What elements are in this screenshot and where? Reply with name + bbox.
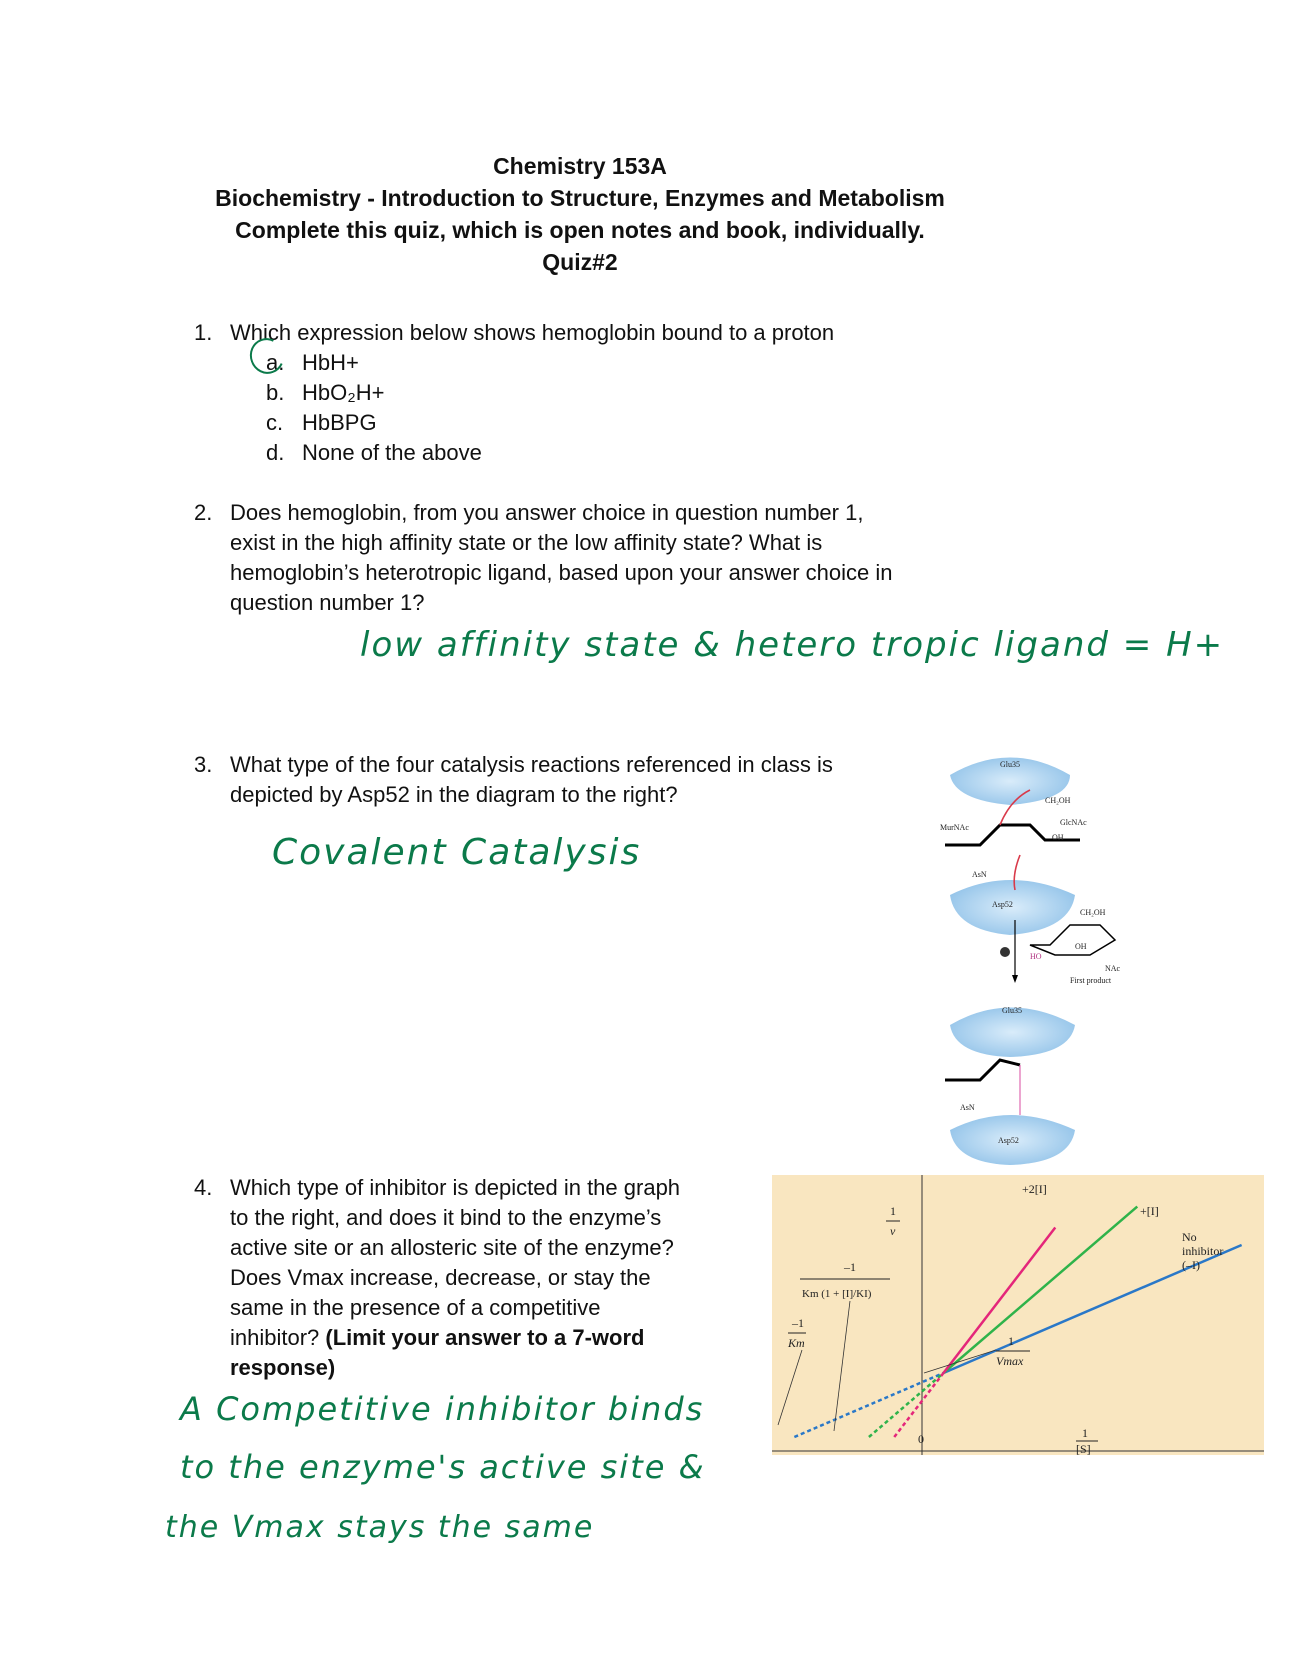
label-one-over-s-num: 1 <box>1082 1426 1088 1440</box>
question-line: exist in the high affinity state or the low affinity state? What is <box>230 530 823 555</box>
plot-background <box>772 1175 1264 1455</box>
question-4 <box>194 1173 754 1413</box>
first-product-ring <box>1030 925 1115 955</box>
question-line: What type of the four catalysis reactions referenced in class is <box>230 752 833 777</box>
label-glu-bottom: Glu35 <box>1002 1006 1022 1015</box>
label-ch2oh: CH₂OH <box>1045 796 1071 805</box>
question-line: Which type of inhibitor is depicted in the graph <box>230 1175 681 1200</box>
handwritten-answer-4-line-2: to the enzyme's active site & <box>180 1448 706 1486</box>
label-ch2oh-2: CH₂OH <box>1080 908 1106 917</box>
question-line: question number 1? <box>230 590 425 615</box>
course-subtitle: Biochemistry - Introduction to Structure, Enzymes and Metabolism <box>215 185 945 211</box>
quiz-header <box>0 150 1160 278</box>
word-limit-note: (Limit your answer to a 7-word <box>325 1325 645 1350</box>
label-glcnac: GlcNAc <box>1060 818 1087 827</box>
course-title: Chemistry 153A <box>493 153 667 179</box>
option-d: d. None of the above <box>266 440 482 465</box>
label-neg1-km-num: –1 <box>792 1316 804 1330</box>
label-asp-bottom: Asp52 <box>998 1136 1019 1145</box>
label-no-inhibitor-1: No <box>1182 1230 1197 1244</box>
label-one-over-v-den: v <box>890 1224 896 1238</box>
lysozyme-mechanism-figure <box>940 745 1180 1165</box>
question-line: Does hemoglobin, from you answer choice in question number 1, <box>230 500 864 525</box>
question-2 <box>194 498 1014 622</box>
option-c: c. HbBPG <box>266 410 377 435</box>
question-line: same in the presence of a competitive <box>230 1295 601 1320</box>
label-one-over-v-num: 1 <box>890 1204 896 1218</box>
question-number: 2. <box>194 500 213 525</box>
option-a: a. HbH+ <box>266 350 359 375</box>
label-neg1-km-den: Km <box>788 1336 805 1350</box>
lineweaver-burk-plot <box>772 1175 1264 1455</box>
label-asp-top: Asp52 <box>992 900 1013 909</box>
question-line: to the right, and does it bind to the enzyme’s <box>230 1205 662 1230</box>
label-oh: OH <box>1052 833 1064 842</box>
question-number: 1. <box>194 320 213 345</box>
handwritten-answer-2: low affinity state & hetero tropic ligand = H+ <box>360 625 1225 665</box>
label-asn-bottom: AsN <box>960 1103 975 1112</box>
label-glu-top: Glu35 <box>1000 760 1020 769</box>
option-b: b. HbO₂H+ <box>266 380 385 405</box>
quiz-title: Quiz#2 <box>542 249 618 275</box>
question-line: inhibitor? <box>230 1325 320 1350</box>
label-one-over-vmax-num: 1 <box>1008 1334 1014 1348</box>
question-text: Which expression below shows hemoglobin bound to a proton <box>230 320 835 345</box>
word-limit-note-end: response) <box>230 1355 336 1380</box>
label-one-over-s-den: [S] <box>1076 1442 1091 1455</box>
label-one-over-vmax-den: Vmax <box>996 1354 1024 1368</box>
label-km-expr: Km (1 + [I]/KI) <box>802 1288 872 1300</box>
instructions: Complete this quiz, which is open notes and book, individually. <box>235 217 925 243</box>
label-plus-i: +[I] <box>1140 1204 1159 1218</box>
question-line: active site or an allosteric site of the enzyme? <box>230 1235 674 1260</box>
label-no-inhibitor-2: inhibitor <box>1182 1244 1224 1258</box>
charge-icon <box>1000 947 1010 957</box>
label-asn: AsN <box>972 870 987 879</box>
handwritten-answer-4-line-1: A Competitive inhibitor binds <box>180 1390 705 1428</box>
arrow-head <box>1012 975 1018 983</box>
question-1-options <box>266 348 482 468</box>
label-neg1-top: –1 <box>844 1260 856 1274</box>
question-line: Does Vmax increase, decrease, or stay the <box>230 1265 651 1290</box>
question-1 <box>194 318 994 348</box>
sugar-chain-bottom <box>945 1060 1020 1080</box>
question-line: hemoglobin’s heterotropic ligand, based upon your answer choice in <box>230 560 893 585</box>
label-zero: 0 <box>918 1432 924 1446</box>
label-no-inhibitor-3: (–I) <box>1182 1258 1200 1272</box>
handwritten-answer-4-line-3: the Vmax stays the same <box>165 1510 595 1545</box>
question-number: 3. <box>194 752 213 777</box>
label-nac: NAc <box>1105 964 1121 973</box>
label-first-product: First product <box>1070 976 1112 985</box>
label-plus-2i: +2[I] <box>1022 1182 1047 1196</box>
label-oh-2: OH <box>1075 942 1087 951</box>
question-line: depicted by Asp52 in the diagram to the right? <box>230 782 678 807</box>
label-ho: HO <box>1030 952 1042 961</box>
question-number: 4. <box>194 1175 213 1200</box>
question-3 <box>194 750 954 814</box>
handwritten-answer-3: Covalent Catalysis <box>272 832 642 873</box>
label-murnac: MurNAc <box>940 823 969 832</box>
